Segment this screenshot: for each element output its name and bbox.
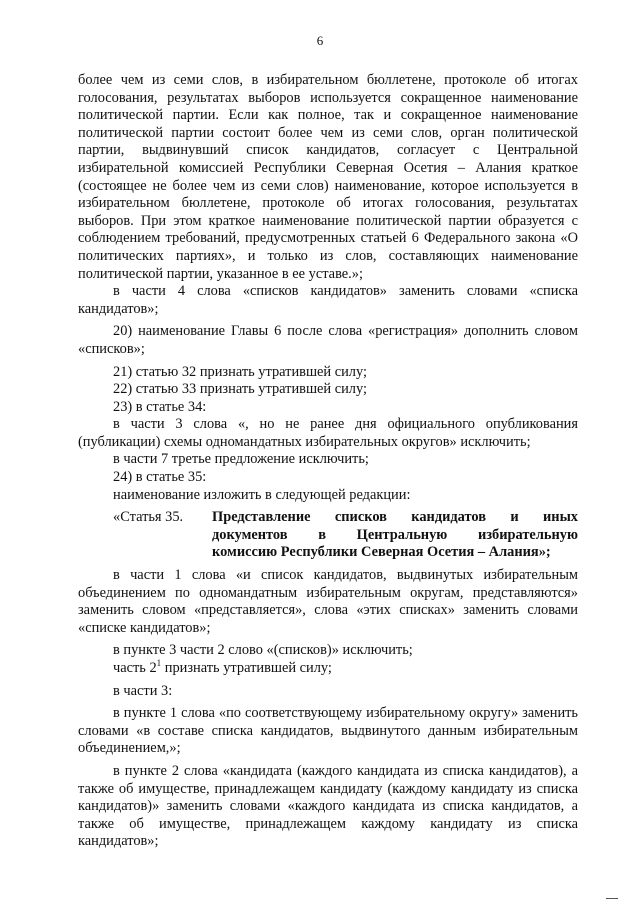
article-label: «Статья 35.: [113, 509, 184, 526]
paragraph-item-20: 20) наименование Главы 6 после слова «регистрация» дополнить словом «списков»;: [78, 323, 578, 357]
superscript: 1: [156, 658, 162, 669]
paragraph-item-24: 24) в статье 35:: [113, 469, 207, 486]
paragraph-item-21: 21) статью 32 признать утратившей силу;: [113, 363, 367, 380]
paragraph-item-22: 22) статью 33 признать утратившей силу;: [113, 381, 367, 398]
article-title-line: документов в Центральную избирательную: [212, 526, 578, 543]
article-heading: [78, 509, 578, 562]
page-number: 6: [316, 33, 324, 48]
article-title-line: комиссию Республики Северная Осетия – Алания»;: [212, 544, 551, 561]
paragraph-point-3: в пункте 3 части 2 слово «(списков)» исключить;: [113, 642, 413, 659]
corner-mark: [606, 898, 618, 899]
paragraph-part-2-1: [78, 660, 578, 678]
paragraph-part-3-header: в части 3:: [113, 682, 173, 699]
paragraph-continuation: более чем из семи слов, в избирательном бюллетене, протоколе об итогах голосования, результатах выборов используется сокращенное наименование политической партии. Если как полное, так и сокращенное наименование политической партии состоит более чем из семи слов, орган политической партии, выдвинувший список кандидатов, согласует с Центральной избирательной комиссией Республики Северная Осетия – Алания краткое (состоящее не более чем из семи слов) наименование, которое используется в избирательном бюллетене, протоколе об итогах голосования, результатах выборов. При этом краткое наименование политической партии образуется с соблюдением требований, предусмотренных статьей 6 Федерального закона «О политических партиях», и только из слов, составляющих наименование политической партии, указанное в ее уставе.»;: [78, 72, 578, 282]
paragraph-title-edit: наименование изложить в следующей редакции:: [113, 486, 411, 503]
paragraph-point-1: в пункте 1 слова «по соответствующему избирательному округу» заменить словами «в составе списка кандидатов, выдвинутого данным избирательным объединением,»;: [78, 705, 578, 757]
paragraph-part-7: в части 7 третье предложение исключить;: [113, 451, 369, 468]
part-text: часть 2: [113, 660, 157, 676]
article-title-line: Представление списков кандидатов и иных: [212, 509, 578, 526]
paragraph-item-23: 23) в статье 34:: [113, 398, 207, 415]
part-text: признать утратившей силу;: [161, 660, 332, 676]
paragraph-part-1: в части 1 слова «и список кандидатов, выдвинутых избирательным объединением по одномандатным избирательным округам, представляются» заменить словом «представляется», слова «этих списках» заменить словами «списке кандидатов»;: [78, 567, 578, 636]
paragraph-part-3: в части 3 слова «, но не ранее дня официального опубликования (публикации) схемы одномандатных избирательных округов» исключить;: [78, 416, 578, 450]
paragraph-point-2: в пункте 2 слова «кандидата (каждого кандидата из списка кандидатов), а также об имуществе, принадлежащем кандидату (каждому кандидату из списка кандидатов)» заменить словами «каждого кандидата из списка кандидатов, а также об имуществе, принадлежащем каждому кандидату из списка кандидатов»;: [78, 762, 578, 850]
paragraph-part-4: в части 4 слова «списков кандидатов» заменить словами «списка кандидатов»;: [78, 283, 578, 317]
document-body: [78, 72, 578, 851]
article-title: [212, 509, 578, 562]
